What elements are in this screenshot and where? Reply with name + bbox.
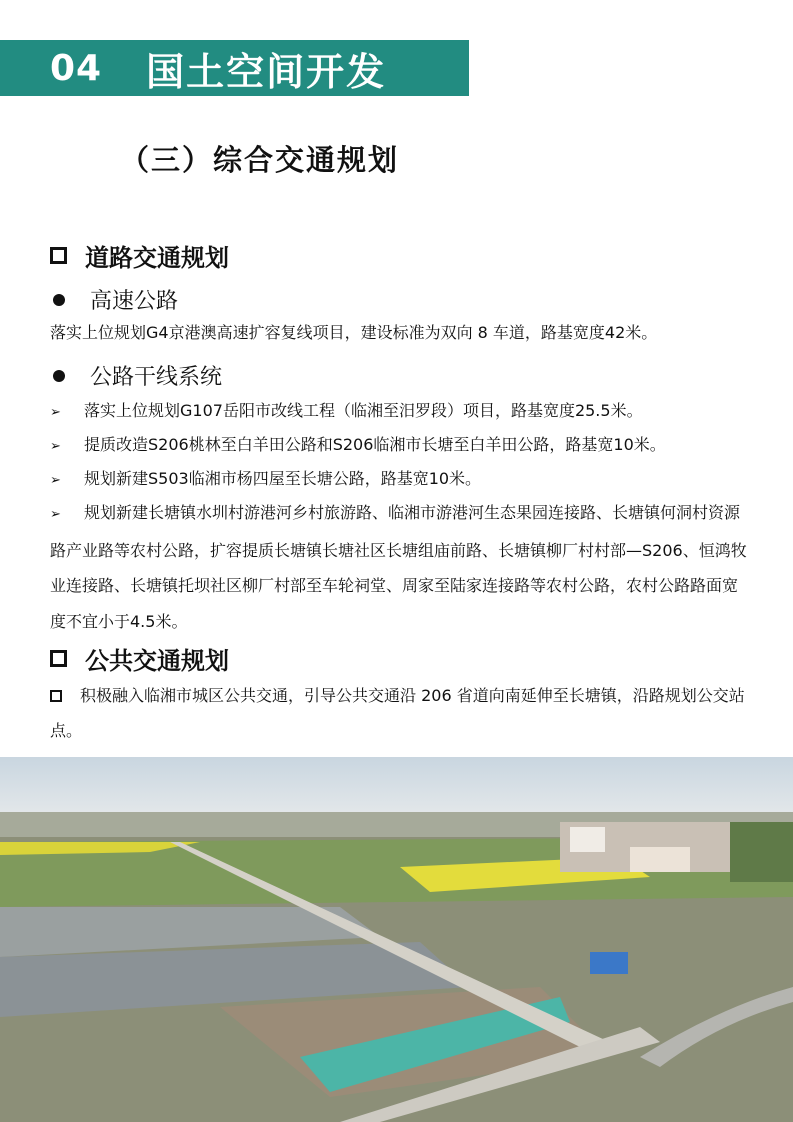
arrow-bullet-icon: ➢ — [50, 405, 61, 420]
arrow-bullet-icon: ➢ — [50, 507, 61, 522]
square-bullet-icon — [50, 690, 62, 702]
section-title: 国土空间开发 — [146, 49, 387, 94]
public-transport-text — [50, 678, 750, 748]
heading-text: 道路交通规划 — [85, 244, 229, 272]
heading-road-planning — [50, 238, 229, 273]
aerial-farmland-photo — [0, 757, 793, 1122]
list-item — [50, 427, 750, 464]
heading-highway — [50, 284, 178, 315]
paragraph-text: 积极融入临湘市城区公共交通，引导公共交通沿 206 省道向南延伸至长塘镇，沿路规划公交站点。 — [50, 686, 745, 740]
list-item-text: 提质改造S206桃林至白羊田公路和S206临湘市长塘至白羊田公路，路基宽10米。 — [84, 435, 666, 454]
section-number: 04 — [50, 47, 103, 89]
heading-text: 公路干线系统 — [90, 365, 223, 390]
bullet-dot-icon — [53, 370, 65, 382]
list-item-text: 落实上位规划G107岳阳市改线工程（临湘至汨罗段）项目，路基宽度25.5米。 — [84, 401, 643, 420]
square-bullet-icon — [50, 247, 67, 264]
list-item — [50, 393, 750, 430]
heading-trunk — [50, 360, 222, 391]
heading-public-transport — [50, 641, 229, 676]
list-item — [50, 495, 750, 639]
arrow-bullet-icon: ➢ — [50, 439, 61, 454]
heading-text: 高速公路 — [90, 289, 179, 314]
square-bullet-icon — [50, 650, 67, 667]
page-subtitle: （三）综合交通规划 — [120, 143, 400, 177]
bullet-dot-icon — [53, 294, 65, 306]
list-item-text: 规划新建S503临湘市杨四屋至长塘公路，路基宽10米。 — [84, 469, 482, 488]
arrow-bullet-icon: ➢ — [50, 473, 61, 488]
list-item — [50, 461, 750, 498]
list-item-text: 规划新建长塘镇水圳村游港河乡村旅游路、临湘市游港河生态果园连接路、长塘镇何洞村资源路产业路等农村公路，扩容提质长塘镇长塘社区长塘组庙前路、长塘镇柳厂村村部—S206、恒鸿牧业连接路、长塘镇托坝社区柳厂村部至车轮祠堂、周家至陆家连接路等农村公路，农村公路路面宽度不宜小于4.5米。 — [50, 503, 747, 631]
heading-text: 公共交通规划 — [85, 647, 229, 675]
section-banner — [0, 40, 469, 96]
highway-text: 落实上位规划G4京港澳高速扩容复线项目，建设标准为双向 8 车道，路基宽度42米。 — [50, 323, 658, 342]
